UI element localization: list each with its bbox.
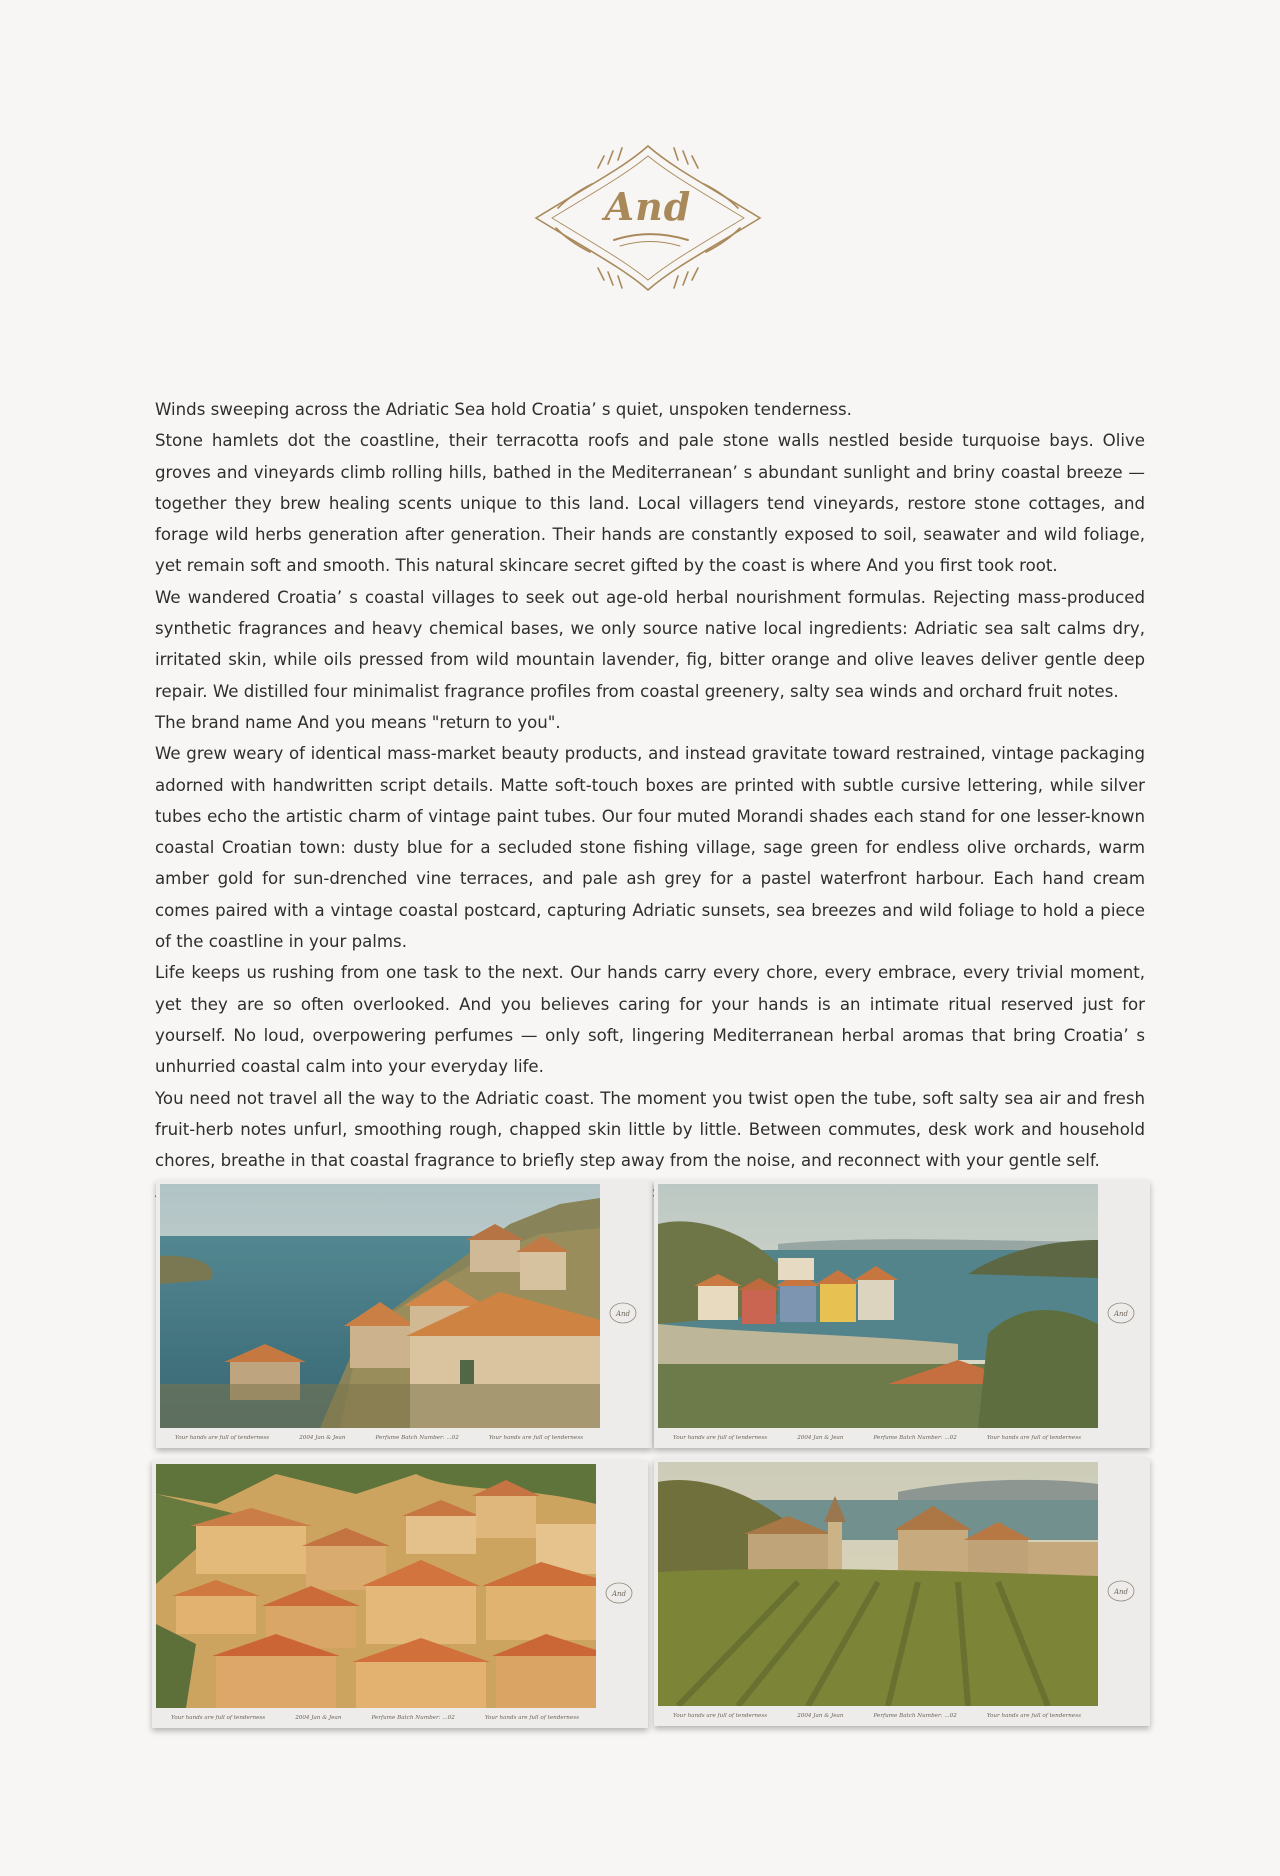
postcard-stamp-icon [604, 1578, 634, 1608]
story-paragraph-7: You need not travel all the way to the Adriatic coast. The moment you twist open the tube, soft salty sea air and fresh fruit-herb notes unfurl, smoothing rough, chapped skin little by little. Between commutes, desk work and household chores, breathe in that coastal fragrance to briefly step away from the noise, and reconnect with your gentle self. [155, 1088, 1145, 1171]
postcard-caption-row [658, 1431, 1096, 1445]
postcard-caption: Your hands are full of tenderness [488, 1435, 583, 1441]
story-paragraph-2: Stone hamlets dot the coastline, their terracotta roofs and pale stone walls nestled beside turquoise bays. Olive groves and vineyards climb rolling hills, bathed in the Mediterranean’ s abundant sunlight and briny coastal breeze — together they brew healing scents unique to this land. Local villagers tend vineyards, restore stone cottages, and forage wild herbs generation after generation. Their hands are constantly exposed to soil, seawater and wild foliage, yet remain soft and smooth. This natural skincare secret gifted by the coast is where And you first took root. [155, 431, 1145, 576]
postcard-stamp-icon [1106, 1298, 1136, 1328]
postcard-photo [658, 1462, 1098, 1706]
postcard-caption: Your hands are full of tenderness [484, 1715, 579, 1721]
postcard-stone-village [156, 1180, 652, 1448]
postcard-vineyard [654, 1458, 1150, 1726]
postcard-stamp-text: And [611, 1590, 627, 1598]
postcard-stamp-icon [1106, 1576, 1136, 1606]
postcard-caption: 2004 Jan & Jean [797, 1435, 844, 1441]
postcard-caption: Your hands are full of tenderness [673, 1713, 768, 1719]
postcard-caption: 2004 Jan & Jean [797, 1713, 844, 1719]
postcard-caption-row [156, 1711, 594, 1725]
postcard-caption: Your hands are full of tenderness [986, 1713, 1081, 1719]
logo-wordmark: And [604, 184, 692, 229]
postcard-caption: 2004 Jan & Jean [299, 1435, 346, 1441]
story-paragraph-5: We grew weary of identical mass-market beauty products, and instead gravitate toward restrained, vintage packaging adorned with handwritten script details. Matte soft-touch boxes are printed with subtle cursive lettering, while silver tubes echo the artistic charm of vintage paint tubes. Our four muted Morandi shades each stand for one lesser-known coastal Croatian town: dusty blue for a secluded stone fishing village, sage green for endless olive orchards, warm amber gold for sun-drenched vine terraces, and pale ash grey for a pastel waterfront harbour. Each hand cream comes paired with a vintage coastal postcard, capturing Adriatic sunsets, sea breezes and wild foliage to hold a piece of the coastline in your palms. [155, 744, 1145, 952]
postcard-caption-row [160, 1431, 598, 1445]
postcard-caption: Perfume Batch Number: ...02 [375, 1435, 459, 1441]
postcard-caption: Your hands are full of tenderness [673, 1435, 768, 1441]
postcard-caption-row [658, 1709, 1096, 1723]
postcard-stamp-text: And [1113, 1588, 1129, 1596]
story-paragraph-4: The brand name And you means "return to you". [155, 712, 561, 732]
postcard-caption: 2004 Jan & Jean [295, 1715, 342, 1721]
story-paragraph-3: We wandered Croatia’ s coastal villages to seek out age-old herbal nourishment formulas. Rejecting mass-produced synthetic fragrances and heavy chemical bases, we only source native local ingredients: Adriatic sea salt calms dry, irritated skin, while oils pressed from wild mountain lavender, fig, bitter orange and olive leaves deliver gentle deep repair. We distilled four minimalist fragrance profiles from coastal greenery, salty sea winds and orchard fruit notes. [155, 587, 1145, 701]
postcard-stamp-text: And [615, 1310, 631, 1318]
postcard-photo [160, 1184, 600, 1428]
postcard-caption: Perfume Batch Number: ...02 [371, 1715, 455, 1721]
postcard-caption: Your hands are full of tenderness [175, 1435, 270, 1441]
postcard-hillside-town [152, 1460, 648, 1728]
postcard-caption: Perfume Batch Number: ...02 [873, 1435, 957, 1441]
postcard-caption: Your hands are full of tenderness [986, 1435, 1081, 1441]
story-paragraph-6: Life keeps us rushing from one task to the next. Our hands carry every chore, every embrace, every trivial moment, yet they are so often overlooked. And you believes caring for your hands is an intimate ritual reserved just for yourself. No loud, overpowering perfumes — only soft, lingering Mediterranean herbal aromas that bring Croatia’ s unhurried coastal calm into your everyday life. [155, 963, 1145, 1077]
postcard-caption: Perfume Batch Number: ...02 [873, 1713, 957, 1719]
postcard-photo [658, 1184, 1098, 1428]
brand-story [155, 394, 1145, 1239]
postcard-caption: Your hands are full of tenderness [171, 1715, 266, 1721]
postcard-photo [156, 1464, 596, 1708]
postcard-stamp-icon [608, 1298, 638, 1328]
postcard-gallery [150, 1178, 1150, 1730]
postcard-stamp-text: And [1113, 1310, 1129, 1318]
brand-logo [528, 138, 768, 298]
story-paragraph-1: Winds sweeping across the Adriatic Sea hold Croatia’ s quiet, unspoken tenderness. [155, 400, 852, 419]
postcard-harbour [654, 1180, 1150, 1448]
